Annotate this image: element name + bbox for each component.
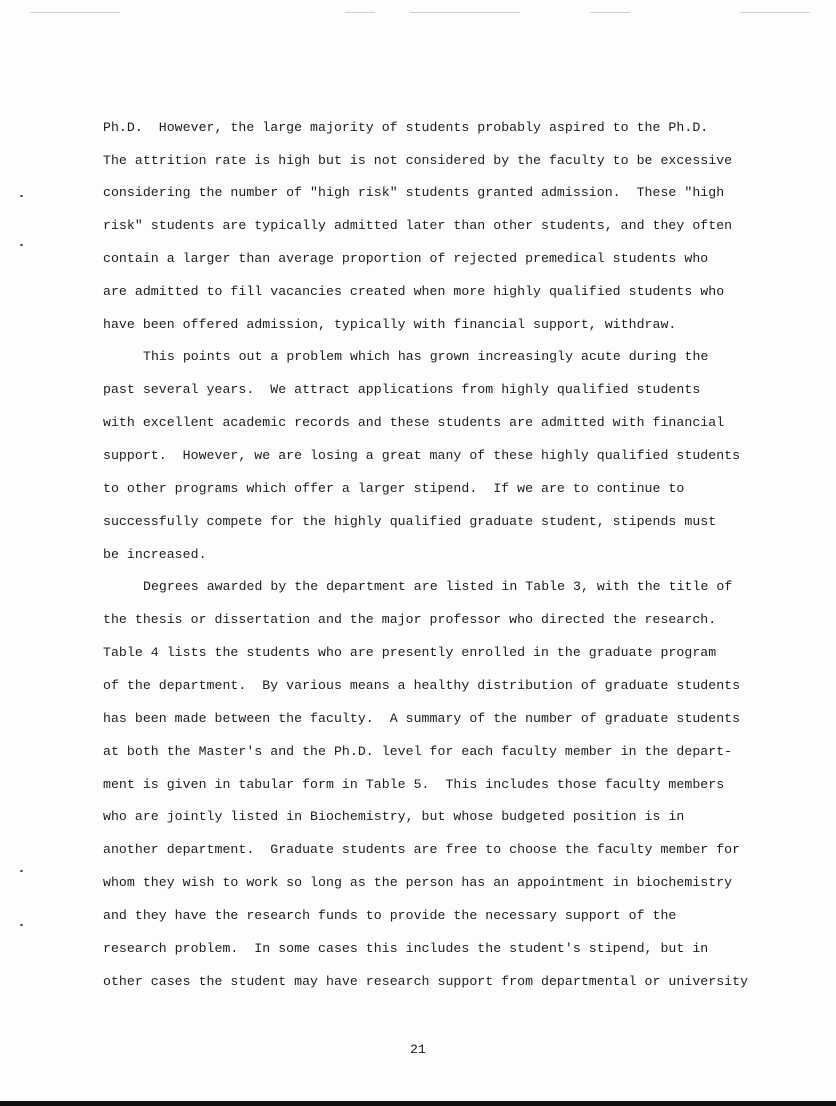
text-line: Ph.D. However, the large majority of students probably aspired to the Ph.D. [103,120,709,135]
text-line: are admitted to fill vacancies created when more highly qualified students who [103,284,725,299]
text-line: contain a larger than average proportion of rejected premedical students who [103,251,709,266]
text-line: Degrees awarded by the department are listed in Table 3, with the title of [143,579,733,594]
scan-artifact [345,12,375,13]
text-line: and they have the research funds to provide the necessary support of the [103,908,677,923]
text-line: has been made between the faculty. A summary of the number of graduate students [103,711,741,726]
text-line: to other programs which offer a larger stipend. If we are to continue to [103,481,685,496]
text-line: support. However, we are losing a great many of these highly qualified students [103,448,741,463]
scan-artifact [740,12,810,13]
text-line: successfully compete for the highly qualified graduate student, stipends must [103,514,717,529]
scan-artifact [590,12,630,13]
margin-mark [20,870,23,872]
page-number: 21 [410,1042,426,1057]
scan-bottom-edge [0,1101,836,1106]
text-line: ment is given in tabular form in Table 5. This includes those faculty members [103,777,725,792]
text-line: the thesis or dissertation and the major professor who directed the research. [103,612,717,627]
text-line: considering the number of "high risk" students granted admission. These "high [103,185,725,200]
text-line: who are jointly listed in Biochemistry, but whose budgeted position is in [103,809,685,824]
text-line: past several years. We attract applications from highly qualified students [103,382,701,397]
text-line: have been offered admission, typically with financial support, withdraw. [103,317,677,332]
margin-mark [20,924,23,926]
text-line: of the department. By various means a healthy distribution of graduate students [103,678,741,693]
text-line: This points out a problem which has grown increasingly acute during the [143,349,709,364]
margin-mark [20,195,23,197]
text-line: with excellent academic records and these students are admitted with financial [103,415,725,430]
text-line: risk" students are typically admitted later than other students, and they often [103,218,733,233]
text-line: whom they wish to work so long as the person has an appointment in biochemistry [103,875,733,890]
text-line: The attrition rate is high but is not considered by the faculty to be excessive [103,153,733,168]
text-line: be increased. [103,547,207,562]
text-line: other cases the student may have research support from departmental or university [103,974,749,989]
text-line: Table 4 lists the students who are presently enrolled in the graduate program [103,645,717,660]
scan-artifact [410,12,520,13]
text-line: research problem. In some cases this includes the student's stipend, but in [103,941,709,956]
margin-mark [20,244,23,246]
text-line: at both the Master's and the Ph.D. level for each faculty member in the depart- [103,744,733,759]
text-line: another department. Graduate students are free to choose the faculty member for [103,842,741,857]
scan-artifact [30,12,120,13]
